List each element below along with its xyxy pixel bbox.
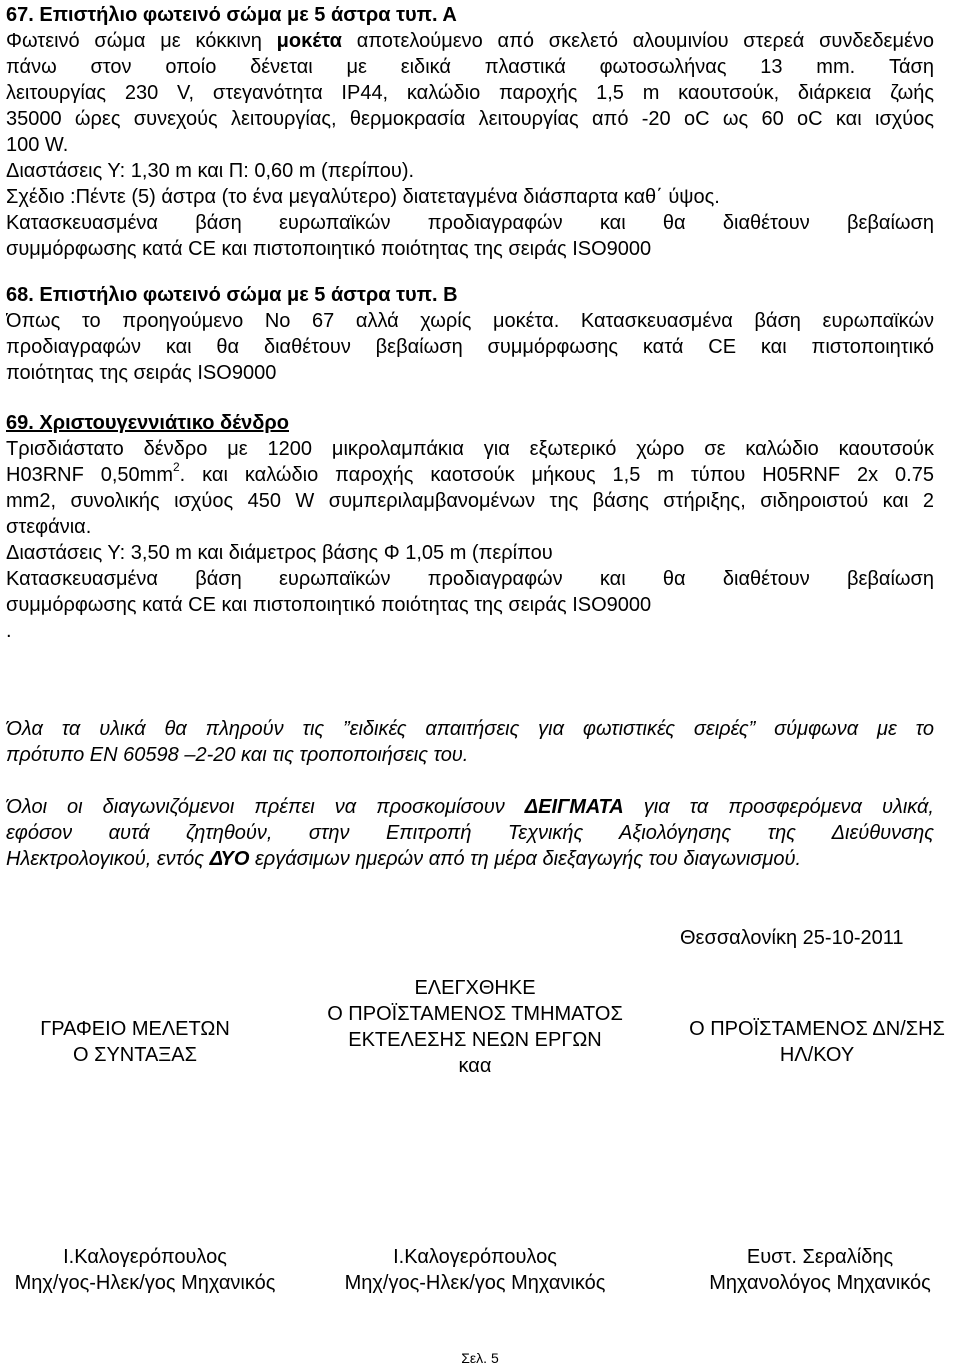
paragraph-line: λειτουργίας 230 V, στεγανότητα IP44, καλώδιο παροχής 1,5 m καουτσούκ, διάρκεια ζωής	[6, 82, 934, 104]
signatory-title: Μηχ/γος-Ηλεκ/γος Μηχανικός	[14, 1272, 276, 1294]
paragraph-line: Όπως το προηγούμενο Νο 67 αλλά χωρίς μοκέτα. Κατασκευασμένα βάση ευρωπαϊκών	[6, 310, 934, 332]
signatory-title: Μηχανολόγος Μηχανικός	[709, 1272, 931, 1294]
paragraph-line: H03RNF $0,50mm^2$. και καλώδιο παροχής καοτσούκ μήκους 1,5 m τύπου H05RNF 2x 0.75	[6, 462, 934, 486]
paragraph-line: πάνω στον οποίο δένεται με ειδικά πλαστικά φωτοσωλήνας 13 mm. Τάση	[6, 56, 934, 78]
role-line: ΕΛΕΓΧΘΗΚΕ	[414, 977, 536, 999]
samples-note	[6, 794, 934, 872]
paragraph-line: Διαστάσεις Υ: 1,30 m και Π: 0,60 m (περίπου).	[6, 160, 415, 182]
paragraph-line: Σχέδιο :Πέντε (5) άστρα (το ένα μεγαλύτερο) διατεταγμένα διάσπαρτα καθ΄ ύψος.	[6, 186, 720, 208]
paragraph-line: Τρισδιάστατο δένδρο με 1200 μικρολαμπάκια για εξωτερικό χώρο σε καλώδιο καουτσούκ	[6, 438, 934, 460]
role-line: ΕΚΤΕΛΕΣΗΣ ΝΕΩΝ ΕΡΓΩΝ	[348, 1029, 602, 1051]
signatory-name: Ι.Καλογερόπουλος	[393, 1246, 557, 1268]
paragraph-line: 100 W.	[6, 134, 69, 156]
role-line: ΗΛ/ΚΟΥ	[779, 1044, 855, 1066]
paragraph-line: στεφάνια.	[6, 516, 92, 538]
paragraph-line: συμμόρφωσης κατά CE και πιστοποιητικό ποιότητας της σειράς ISO9000	[6, 238, 652, 260]
paragraph-line: Κατασκευασμένα βάση ευρωπαϊκών προδιαγραφών και θα διαθέτουν βεβαίωση	[6, 568, 934, 590]
section-68	[6, 282, 934, 386]
signatory-name: Ι.Καλογερόπουλος	[63, 1246, 227, 1268]
section-heading: 67. Επιστήλιο φωτεινό σώμα με 5 άστρα τυπ. Α	[6, 4, 457, 26]
signature-right-roles	[674, 1016, 960, 1068]
section-heading: 68. Επιστήλιο φωτεινό σώμα με 5 άστρα τυπ. Β	[6, 284, 458, 306]
paragraph-line: Διαστάσεις Υ: 3,50 m και διάμετρος βάσης Φ 1,05 m (περίπου	[6, 542, 553, 564]
signature-right-name	[690, 1244, 950, 1296]
role-line: ΓΡΑΦΕΙΟ ΜΕΛΕΤΩΝ	[40, 1018, 230, 1040]
note-line: Όλα τα υλικά θα πληρούν τις ”ειδικές απαιτήσεις για φωτιστικές σειρές” σύμφωνα με το	[6, 718, 934, 740]
role-line: Ο ΣΥΝΤΑΞΑΣ	[72, 1044, 198, 1066]
paragraph-line: 35000 ώρες συνεχούς λειτουργίας, θερμοκρασία λειτουργίας από -20 oC ως 60 oC και ισχύος	[6, 108, 934, 130]
signature-middle-roles	[300, 975, 650, 1079]
note-line: πρότυπο ΕΝ 60598 –2-20 και τις τροποποιήσεις του.	[6, 744, 469, 766]
signature-left-roles	[25, 1016, 245, 1068]
signatory-name: Ευστ. Σεραλίδης	[746, 1246, 894, 1268]
role-line: Ο ΠΡΟΪΣΤΑΜΕΝΟΣ ΔΝ/ΣΗΣ	[689, 1018, 945, 1040]
paragraph-line: ποιότητας της σειράς ISO9000	[6, 362, 277, 384]
signatory-title: Μηχ/γος-Ηλεκ/γος Μηχανικός	[344, 1272, 606, 1294]
note-line: Ηλεκτρολογικού, εντός ΔΥΟ εργάσιμων ημερών από τη μέρα διεξαγωγής του διαγωνισμού.	[6, 848, 802, 870]
paragraph-line: συμμόρφωσης κατά CE και πιστοποιητικό ποιότητας της σειράς ISO9000	[6, 594, 652, 616]
note-line: εφόσον αυτά ζητηθούν, στην Επιτροπή Τεχνικής Αξιολόγησης της Διεύθυνσης	[6, 822, 934, 844]
section-69	[6, 410, 934, 644]
page-number: Σελ. 5	[461, 1350, 499, 1366]
signature-middle-name	[325, 1244, 625, 1296]
paragraph-line: προδιαγραφών και θα διαθέτουν βεβαίωση συμμόρφωσης κατά CE και πιστοποιητικό	[6, 336, 934, 358]
role-line: Ο ΠΡΟΪΣΤΑΜΕΝΟΣ ΤΜΗΜΑΤΟΣ	[327, 1003, 623, 1025]
role-line: καα	[458, 1055, 492, 1077]
section-67	[6, 2, 934, 262]
date-line: Θεσσαλονίκη 25-10-2011	[680, 927, 904, 949]
note-line: Όλοι οι διαγωνιζόμενοι πρέπει να προσκομίσουν ΔΕΙΓΜΑΤΑ για τα προσφερόμενα υλικά,	[6, 796, 934, 818]
signature-left-name	[0, 1244, 290, 1296]
paragraph-line: Κατασκευασμένα βάση ευρωπαϊκών προδιαγραφών και θα διαθέτουν βεβαίωση	[6, 212, 934, 234]
paragraph-line: mm2, συνολικής ισχύος 450 W συμπεριλαμβανομένων της βάσης στήριξης, σιδηροιστού και 2	[6, 490, 934, 512]
section-heading: 69. Χριστουγεννιάτικο δένδρο	[6, 412, 289, 434]
materials-note	[6, 716, 934, 768]
paragraph-line: Φωτεινό σώμα με κόκκινη μοκέτα αποτελούμενο από σκελετό αλουμινίου στερεά συνδεδεμένο	[6, 30, 934, 52]
paragraph-line: .	[6, 620, 12, 642]
